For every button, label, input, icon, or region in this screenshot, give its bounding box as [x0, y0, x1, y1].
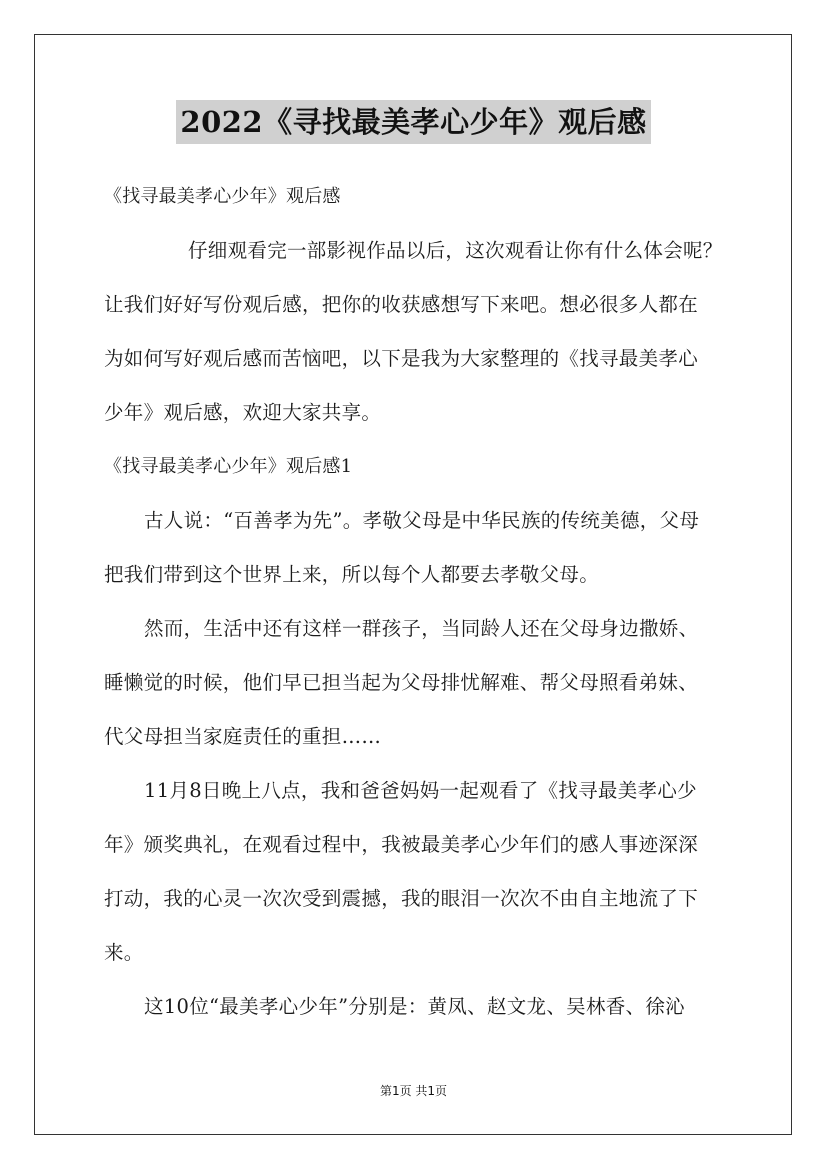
- paragraph-line: 11月8日晚上八点，我和爸爸妈妈一起观看了《找寻最美孝心少: [144, 779, 697, 802]
- intro-line: 仔细观看完一部影视作品以后，这次观看让你有什么体会呢？: [188, 239, 723, 262]
- intro-line: 为如何写好观后感而苦恼吧，以下是我为大家整理的《找寻最美孝心: [104, 347, 699, 370]
- paragraph-line: 这10位“最美孝心少年”分别是：黄凤、赵文龙、吴林香、徐沁: [144, 995, 685, 1018]
- paragraph-line: 打动，我的心灵一次次受到震撼，我的眼泪一次次不由自主地流了下: [104, 887, 699, 910]
- paragraph-line: 把我们带到这个世界上来，所以每个人都要去孝敬父母。: [104, 563, 600, 586]
- paragraph-line: 来。: [104, 941, 144, 964]
- title-area: [0, 100, 827, 144]
- paragraph-line: 古人说：“百善孝为先”。孝敬父母是中华民族的传统美德，父母: [144, 509, 700, 532]
- paragraph-line: 然而，生活中还有这样一群孩子，当同龄人还在父母身边撒娇、: [144, 617, 699, 640]
- intro-line: 少年》观后感，欢迎大家共享。: [104, 401, 382, 424]
- intro-line: 让我们好好写份观后感，把你的收获感想写下来吧。想必很多人都在: [104, 293, 699, 316]
- page-footer: 第1页 共1页: [379, 1084, 448, 1098]
- paragraph-line: 年》颁奖典礼，在观看过程中，我被最美孝心少年们的感人事迹深深: [104, 833, 699, 856]
- document-title: 2022《寻找最美孝心少年》观后感: [176, 100, 650, 144]
- document-body: [104, 170, 744, 1034]
- paragraph-line: 睡懒觉的时候，他们早已担当起为父母排忧解难、帮父母照看弟妹、: [104, 671, 699, 694]
- subtitle: 《找寻最美孝心少年》观后感: [104, 186, 341, 207]
- paragraph-line: 代父母担当家庭责任的重担……: [104, 725, 382, 748]
- section-heading: 《找寻最美孝心少年》观后感1: [104, 456, 353, 477]
